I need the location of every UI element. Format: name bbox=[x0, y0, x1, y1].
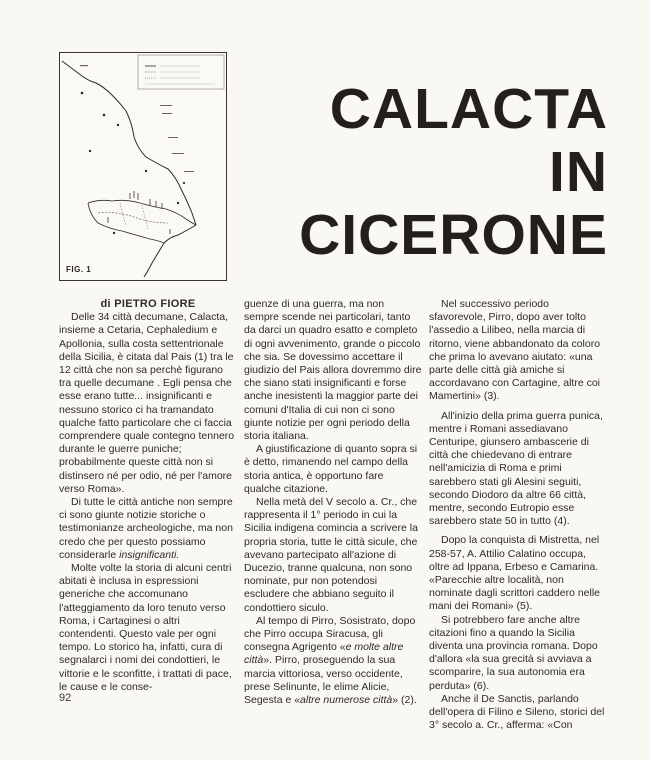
emphasis: e molte altre città bbox=[244, 641, 404, 667]
paragraph-text: Di tutte le città antiche non sempre ci sono giunte notizie storiche o testimonianze archeologiche, ma non credo che per questo possiamo considerarle bbox=[59, 496, 233, 561]
figure-label: FIG. 1 bbox=[66, 265, 92, 274]
text-column-2 bbox=[244, 298, 422, 707]
paragraph: Delle 34 città decumane, Calacta, insieme a Cetaria, Cephaledium e Apollonia, sulla costa settentrionale della Sicilia, è citata dal Pais (1) tra le 12 città che non sa perchè figurano tra quelle decumane . Egli pensa che esse erano tutte... insignificanti e nessuno storico ci ha tramandato qualche fatto particolare che ci faccia comprendere quale contegno tennero durante le guerre puniche; probabilmente queste città non si distinsero né per odio, né per l'amore verso Roma». bbox=[59, 311, 235, 495]
emphasis: insignificanti. bbox=[119, 548, 180, 561]
paragraph-text: » (2). bbox=[392, 694, 417, 707]
article-title bbox=[299, 78, 608, 267]
paragraph: A giustificazione di quanto sopra si è detto, rimanendo nel campo della storia antica, è opportuno fare qualche citazione. bbox=[244, 443, 418, 495]
paragraph: Molte volte la storia di alcuni centri abitati è inclusa in espressioni generiche che accomunano l'atteggiamento da loro tenuto verso Roma, i Cartaginesi o altri contendenti. Questo vale per ogni tempo. Lo storico ha, infatti, cura di segnalarci i nomi dei condottieri, le vittorie e le sconfitte, i trattati di pace, le cause e le conse- bbox=[59, 562, 232, 693]
map-figure bbox=[59, 52, 227, 281]
sicily-map bbox=[60, 53, 226, 280]
paragraph-text: ». Pirro, proseguendo la sua marcia vittoriosa, verso occidente, prese Selinunte, le elime Alicie, Segesta e « bbox=[244, 654, 403, 707]
emphasis: altre numerose città bbox=[300, 694, 393, 707]
page-number: 92 bbox=[59, 692, 72, 704]
paragraph: Si potrebbero fare anche altre citazioni fino a quando la Sicilia diventa una provincia romana. Dopo d'allora «la sua grecità si avviava a scomparire, la sua autonomia era perduta» (6). bbox=[429, 613, 598, 692]
title-line-2: IN bbox=[549, 140, 608, 204]
paragraph bbox=[244, 615, 422, 707]
paragraph: guenze di una guerra, ma non sempre scende nei particolari, tanto da darci un quadro esatto e completo di ogni avvenimento, grande o piccolo che sia. Se dovessimo accettare il giudizio del Pais allora dovremmo dire che siano stati insignificanti e forse anche inesistenti la maggior parte dei comuni d'Italia di cui non ci sono giunte notizie per ogni periodo della storia italiana. bbox=[244, 298, 422, 443]
paragraph: Anche il De Sanctis, parlando dell'opera di Filino e Sileno, storici del 3° secolo a. Cr., afferma: «Con bbox=[429, 692, 605, 732]
paragraph: Nella metà del V secolo a. Cr., che rappresenta il 1° periodo in cui la Sicilia indigena comincia a scrivere la propria storia, tutte le città sicule, che avevano partecipato all'azione di Ducezio, tranne qualcuna, non sono nominate, pur non potendosi escludere che abbiano seguito il condottiero siculo. bbox=[244, 496, 418, 614]
title-line-3: CICERONE bbox=[299, 203, 608, 267]
text-column-3 bbox=[429, 298, 607, 733]
paragraph: Dopo la conquista di Mistretta, nel 258-57, A. Attilio Calatino occupa, oltre ad Ippana, Erbeso e Camarina. «Parecchie altre località, non nominate dagli scrittori caddero nelle mani dei Romani» (5). bbox=[429, 534, 601, 613]
paragraph: All'inizio della prima guerra punica, mentre i Romani assediavano Centuripe, giunsero ambascerie di città che chiedevano di entrare nell'amicizia di Roma e primi sarebbero stati gli Alesini seguiti, secondo Diodoro da altre 66 città, mentre, secondo Eutropio esse sarebbero state 50 in tutto (4). bbox=[429, 409, 603, 528]
text-column-1 bbox=[59, 298, 237, 694]
byline: di PIETRO FIORE bbox=[100, 298, 196, 310]
title-line-1: CALACTA bbox=[329, 77, 608, 141]
paragraph bbox=[59, 496, 237, 562]
paragraph-text: Al tempo di Pirro, Sosistrato, dopo che Pirro occupa Siracusa, gli consegna Agrigento « bbox=[244, 614, 416, 654]
paragraph: Nel successivo periodo sfavorevole, Pirro, dopo aver tolto l'assedio a Lilibeo, nella marcia di ritorno, viene abbandonato da coloro che prima lo avevano aiutato: «una parte delle città già amiche si accordavano con Cartagine, altre coi Mamertini» (3). bbox=[429, 298, 601, 403]
